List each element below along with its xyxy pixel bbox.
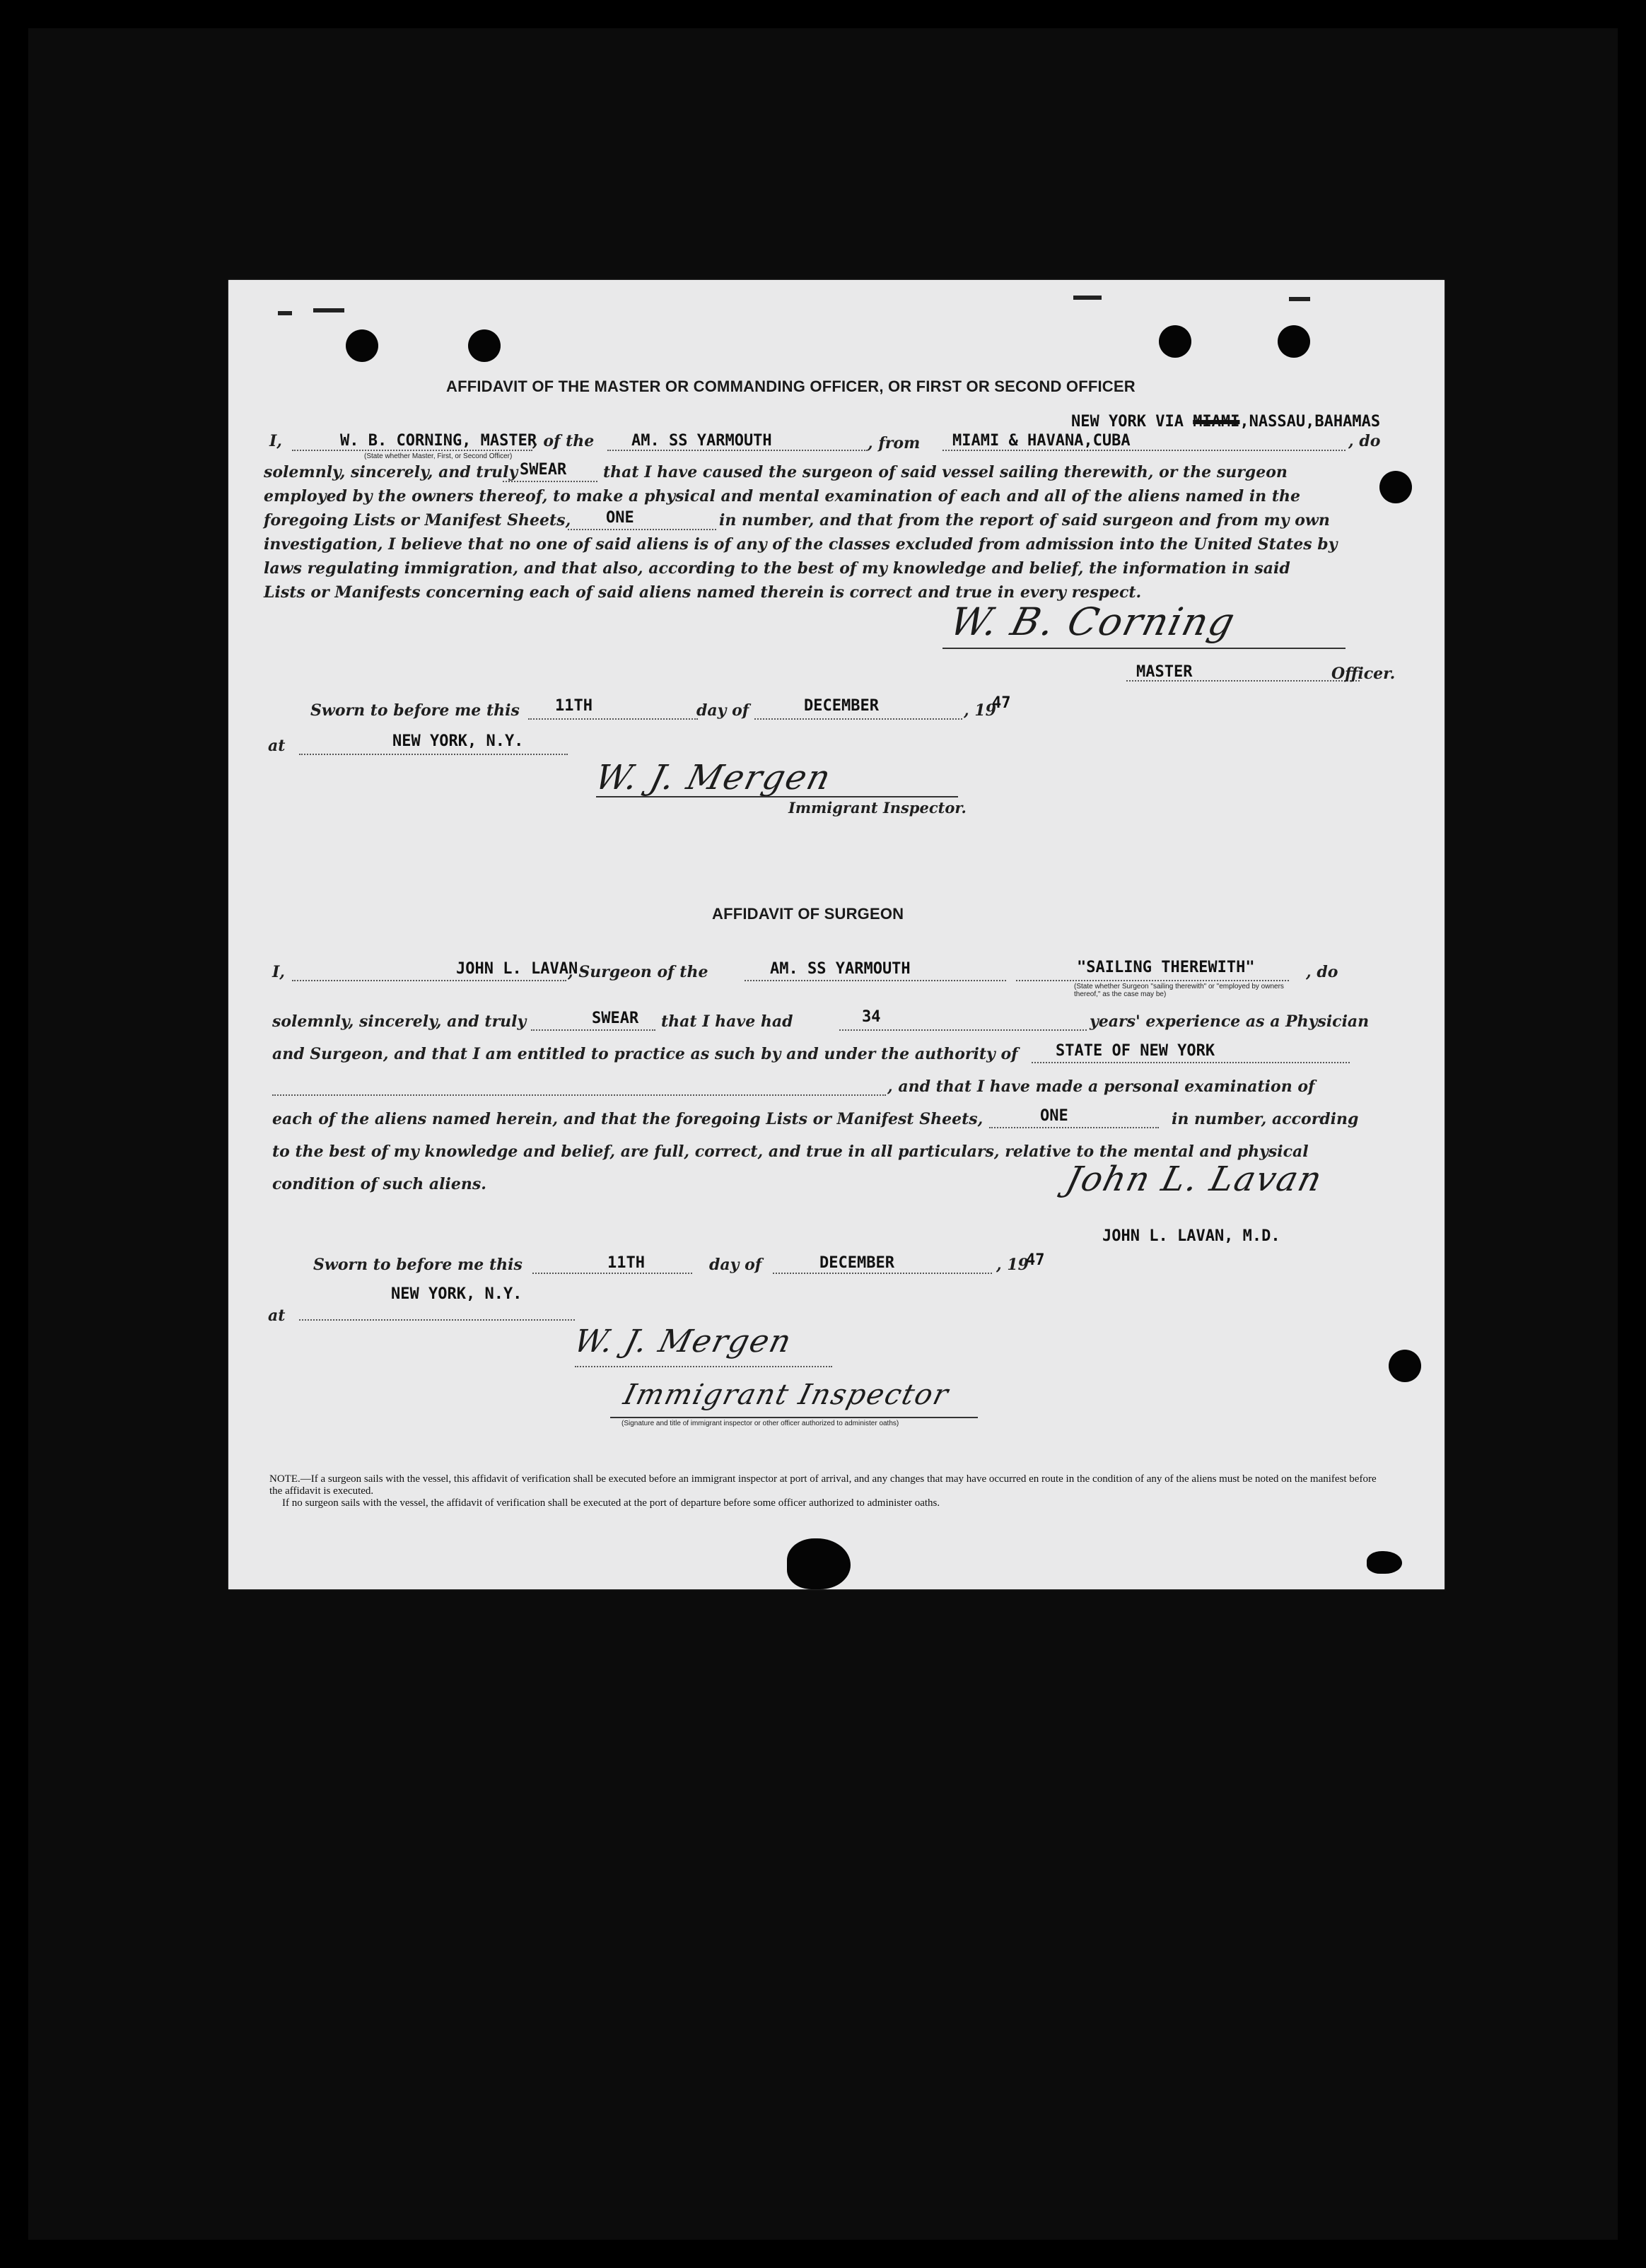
- master-rank: MASTER: [1136, 663, 1193, 681]
- inspector-signature: W. J. Mergen: [591, 758, 836, 797]
- inspector-title: Immigrant Inspector.: [788, 799, 967, 817]
- master-oath: SWEAR: [520, 461, 567, 479]
- surgeon-inspector-line: [610, 1417, 978, 1418]
- word-had: that I have had: [661, 1012, 793, 1031]
- surgeon-authority: STATE OF NEW YORK: [1056, 1042, 1215, 1060]
- year-prefix: , 19: [964, 701, 996, 720]
- route-prefix: NEW YORK VIA: [1071, 413, 1193, 431]
- surgeon-place: NEW YORK, N.Y.: [391, 1285, 523, 1303]
- text-in-number: in number, and that from the report of said surgeon and from my own: [719, 511, 1330, 530]
- word-years: years' experience as a Physician: [1090, 1012, 1370, 1031]
- text-investigation: investigation, I believe that no one of said aliens is of any of the classes excluded from admission into the United States by: [264, 535, 1338, 554]
- text-lists: Lists or Manifests concerning each of said aliens named therein is correct and true in every respect.: [264, 583, 1142, 602]
- master-month: DECEMBER: [804, 697, 879, 715]
- word-entitled: and Surgeon, and that I am entitled to practice as such by and under the authority of: [272, 1045, 1018, 1063]
- master-affidavit-title: AFFIDAVIT OF THE MASTER OR COMMANDING OFFICER, OR FIRST OR SECOND OFFICER: [446, 378, 1136, 395]
- text-caused: that I have caused the surgeon of said vessel sailing therewith, or the surgeon: [603, 463, 1288, 481]
- punch-hole: [1278, 325, 1310, 358]
- word-day-of: day of: [696, 701, 749, 720]
- punch-hole: [1159, 325, 1191, 358]
- surgeon-month-blank: [773, 1273, 992, 1274]
- affidavit-document: [228, 280, 1444, 1589]
- edge-smudge: [1289, 297, 1310, 301]
- inspector-line: [596, 796, 958, 797]
- day-blank: [528, 718, 698, 720]
- word-best: to the best of my knowledge and belief, are full, correct, and true in all particulars, relative to the mental and physical: [272, 1142, 1309, 1161]
- word-condition: condition of such aliens.: [272, 1175, 486, 1193]
- master-vessel: AM. SS YARMOUTH: [631, 432, 772, 450]
- name-blank: [292, 450, 532, 451]
- text-employed: employed by the owners thereof, to make a physical and mental examination of each and all of the aliens named in the: [264, 487, 1300, 505]
- surgeon-sheets-blank: [989, 1127, 1159, 1128]
- years-blank: [839, 1029, 1087, 1031]
- master-day: 11TH: [555, 697, 593, 715]
- surgeon-oath-blank: [531, 1029, 655, 1031]
- word-day-of: day of: [709, 1256, 762, 1274]
- word-solemnly: solemnly, sincerely, and truly: [272, 1012, 527, 1031]
- sheets-blank: [568, 529, 716, 530]
- surgeon-typed-name: JOHN L. LAVAN, M.D.: [1102, 1227, 1280, 1245]
- signature-line: [942, 648, 1346, 649]
- surgeon-sheets: ONE: [1040, 1107, 1068, 1125]
- surgeon-status-blank: [1016, 980, 1289, 981]
- master-place: NEW YORK, N.Y.: [392, 732, 524, 750]
- hint-surgeon-status: (State whether Surgeon "sailing therewith" or "employed by owners thereof," as the case may be): [1074, 983, 1284, 998]
- word-at: at: [268, 1307, 286, 1325]
- surgeon-vessel-blank: [745, 980, 1006, 981]
- surgeon-oath: SWEAR: [592, 1010, 639, 1027]
- year-prefix: , 19: [996, 1256, 1029, 1274]
- note-no-surgeon: If no surgeon sails with the vessel, the affidavit of verification shall be executed at the port of departure before some officer authorized to administer oaths.: [282, 1497, 940, 1509]
- route-struck: MIAMI: [1193, 413, 1240, 431]
- text-laws: laws regulating immigration, and that also, according to the best of my knowledge and belief, the information in said: [264, 559, 1290, 578]
- ink-blot: [787, 1538, 851, 1589]
- master-year: 47: [992, 694, 1011, 712]
- word-of-the: , of the: [532, 432, 595, 450]
- surgeon-status: "SAILING THEREWITH": [1077, 959, 1255, 976]
- word-each: each of the aliens named herein, and that the foregoing Lists or Manifest Sheets,: [272, 1110, 983, 1128]
- master-name: W. B. CORNING, MASTER: [340, 432, 537, 450]
- edge-smudge: [1073, 296, 1102, 300]
- month-blank: [754, 718, 962, 720]
- master-sheets: ONE: [606, 509, 634, 527]
- word-do: , do: [1306, 963, 1338, 981]
- word-number: in number, according: [1172, 1110, 1359, 1128]
- hint-inspector: (Signature and title of immigrant inspector or other officer authorized to administer oaths): [621, 1420, 899, 1427]
- origin-blank: [942, 450, 1346, 451]
- ink-blot: [1367, 1551, 1402, 1574]
- inspector-title-handwritten: Immigrant Inspector: [620, 1379, 953, 1411]
- route: [1071, 413, 1380, 431]
- route-suffix: ,NASSAU,BAHAMAS: [1239, 413, 1381, 431]
- word-sworn: Sworn to before me this: [313, 1256, 523, 1274]
- place-blank: [299, 754, 568, 755]
- surgeon-inspector-blank: [575, 1366, 832, 1367]
- word-at: at: [268, 737, 286, 755]
- surgeon-day: 11TH: [607, 1254, 645, 1272]
- edge-smudge: [278, 311, 292, 315]
- surgeon-inspector-signature: W. J. Mergen: [570, 1323, 796, 1360]
- surgeon-years: 34: [862, 1008, 881, 1026]
- punch-hole: [468, 329, 501, 362]
- surgeon-month: DECEMBER: [819, 1254, 894, 1272]
- authority-blank: [1032, 1062, 1350, 1063]
- word-i: I,: [269, 432, 282, 450]
- text-foregoing: foregoing Lists or Manifest Sheets,: [264, 511, 571, 530]
- surgeon-year: 47: [1026, 1251, 1045, 1269]
- word-officer: Officer.: [1331, 665, 1396, 683]
- surgeon-day-blank: [532, 1273, 692, 1274]
- note-surgeon-sails: NOTE.—If a surgeon sails with the vessel, this affidavit of verification shall be executed before an immigrant inspector at port of arrival, and any changes that may have occurred en route in the condition of any of the aliens must be noted on the manifest before the affidavit is executed.: [269, 1473, 1377, 1497]
- surgeon-affidavit-title: AFFIDAVIT OF SURGEON: [712, 905, 904, 923]
- punch-hole: [1389, 1350, 1421, 1382]
- surgeon-place-blank: [299, 1319, 575, 1321]
- word-do: , do: [1348, 432, 1381, 450]
- word-sworn: Sworn to before me this: [310, 701, 520, 720]
- master-origin: MIAMI & HAVANA,CUBA: [952, 432, 1131, 450]
- surgeon-signature: John L. Lavan: [1062, 1159, 1327, 1199]
- surgeon-vessel: AM. SS YARMOUTH: [770, 960, 911, 978]
- vessel-blank: [607, 450, 868, 451]
- word-from: , from: [868, 434, 921, 452]
- word-surgeon-of: , Surgeon of the: [568, 963, 708, 981]
- word-personal: , and that I have made a personal examination of: [887, 1077, 1315, 1096]
- hint-officer-rank: (State whether Master, First, or Second Officer): [364, 452, 513, 460]
- surgeon-name: JOHN L. LAVAN: [456, 960, 578, 978]
- oath-blank: [503, 481, 597, 482]
- word-solemnly: solemnly, sincerely, and truly: [264, 463, 518, 481]
- edge-smudge: [313, 308, 344, 312]
- punch-hole: [1379, 471, 1412, 503]
- punch-hole: [346, 329, 378, 362]
- word-i: I,: [272, 963, 285, 981]
- authority-blank-continued: [272, 1094, 886, 1096]
- master-signature: W. B. Corning: [945, 600, 1241, 644]
- surgeon-name-blank: [292, 980, 566, 981]
